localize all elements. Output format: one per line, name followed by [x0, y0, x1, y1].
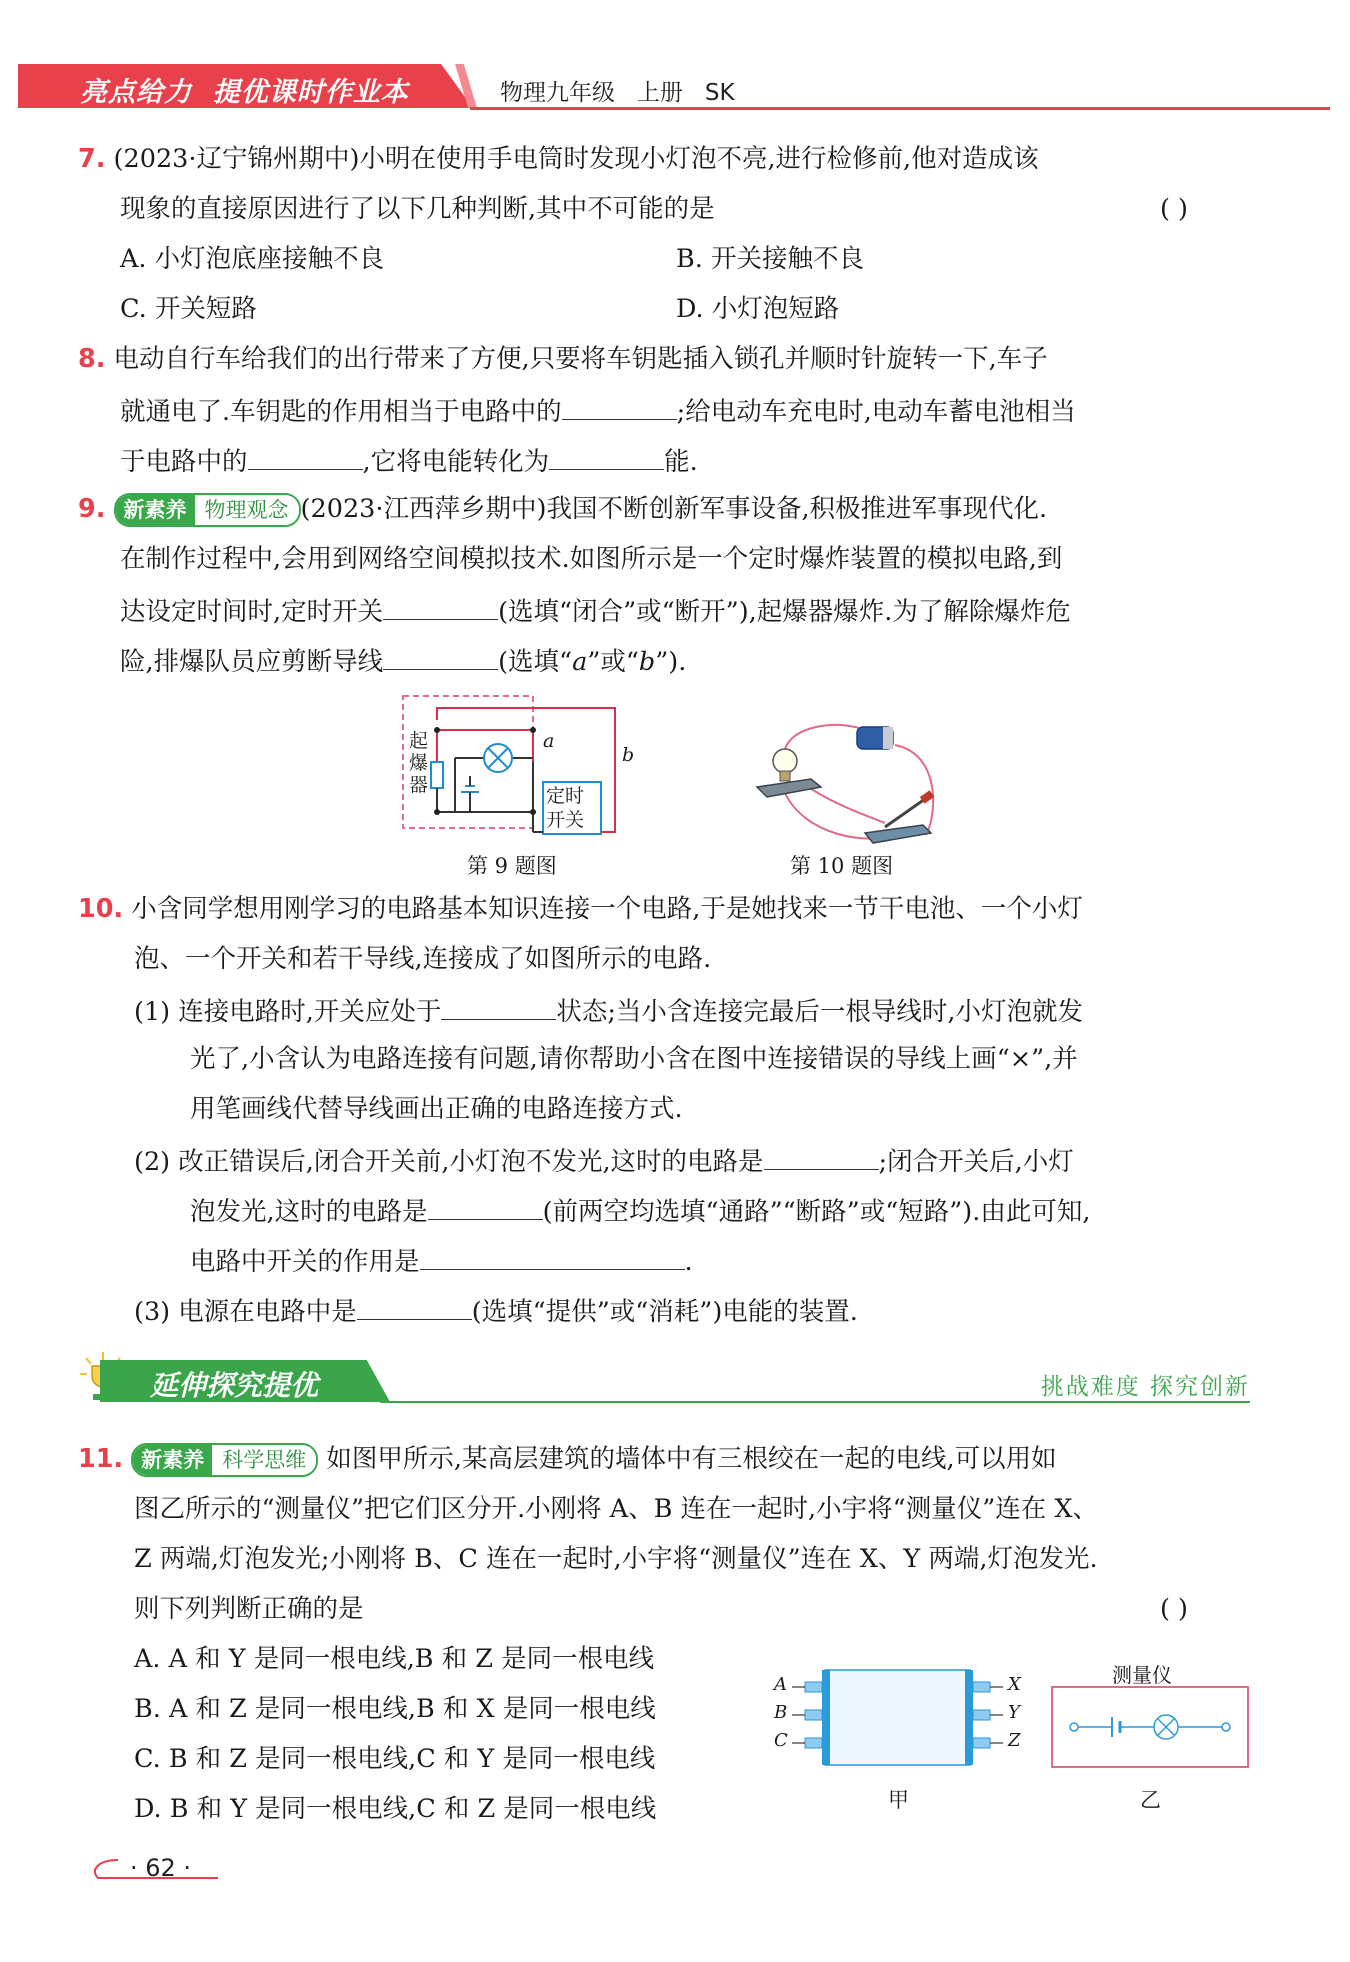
q8-blank-2[interactable] — [248, 443, 363, 470]
q9-text3a: 达设定时间时,定时开关 — [120, 597, 384, 627]
fig11-caption-yi: 乙 — [1140, 1788, 1161, 1812]
q11-text1: 如图甲所示,某高层建筑的墙体中有三根绞在一起的电线,可以用如 — [326, 1444, 1057, 1474]
fig10-bulb-icon — [773, 749, 797, 773]
q7-option-c: C. 开关短路 — [120, 294, 257, 324]
fig9-label-a: a — [543, 730, 555, 752]
subject-title: 物理九年级 上册 SK — [500, 80, 735, 106]
section-title: 延伸探究提优 — [150, 1369, 319, 1402]
q11-option-a: A. A 和 Y 是同一根电线,B 和 Z 是同一根电线 — [134, 1644, 655, 1674]
fig9-detonator-label: 起爆器 — [409, 730, 429, 796]
q8-number: 8. — [78, 344, 106, 374]
q8-text3c: 能. — [664, 447, 698, 477]
q7-line1 — [78, 143, 1039, 175]
q9-text3b: (选填“闭合”或“断开”),起爆器爆炸.为了解除爆炸危 — [498, 597, 1071, 627]
q8-text2b: ;给电动车充电时,电动车蓄电池相当 — [676, 397, 1076, 427]
q10-blank-4[interactable] — [420, 1243, 685, 1270]
fig11-label-c: C — [774, 1730, 788, 1751]
q9-line4 — [120, 643, 686, 678]
fig9-timer-label-2: 开关 — [546, 809, 585, 831]
fig10-lamp-base-icon — [757, 779, 821, 797]
q10-p1b: 状态;当小含连接完最后一根导线时,小灯泡就发 — [556, 997, 1084, 1027]
q11-option-c: C. B 和 Z 是同一根电线,C 和 Y 是同一根电线 — [134, 1744, 656, 1774]
q11-line3: Z 两端,灯泡发光;小刚将 B、C 连在一起时,小宇将“测量仪”连在 X、Y 两端,灯泡发光. — [134, 1544, 1098, 1574]
fig9-caption: 第 9 题图 — [467, 854, 557, 878]
q9-text4a: 险,排爆队员应剪断导线 — [120, 647, 384, 677]
q10-part1-line3: 用笔画线代替导线画出正确的电路连接方式. — [190, 1094, 683, 1124]
q10-p3a: (3) 电源在电路中是 — [134, 1297, 357, 1327]
fig11-label-z: Z — [1008, 1730, 1021, 1751]
q10-number: 10. — [78, 894, 124, 924]
q10-blank-3[interactable] — [428, 1193, 543, 1220]
page-number: · 62 · — [130, 1854, 192, 1882]
q11-answer-paren: ( ) — [1160, 1594, 1189, 1624]
q10-p2a: (2) 改正错误后,闭合开关前,小灯泡不发光,这时的电路是 — [134, 1147, 764, 1177]
q10-p2e: 电路中开关的作用是 — [190, 1247, 420, 1277]
q10-part2-line3 — [190, 1243, 693, 1278]
fig9-label-b: b — [622, 744, 635, 766]
q8-blank-3[interactable] — [549, 443, 664, 470]
fig10-circuit-illustration — [745, 715, 945, 845]
q11-number: 11. — [78, 1444, 124, 1474]
q10-blank-2[interactable] — [764, 1143, 879, 1170]
fig11-label-x: X — [1008, 1674, 1021, 1695]
q10-p1a: (1) 连接电路时,开关应处于 — [134, 997, 442, 1027]
q9-blank-1[interactable] — [383, 593, 498, 620]
q7-answer-paren: ( ) — [1160, 194, 1189, 224]
q10-p2b: ;闭合开关后,小灯 — [878, 1147, 1074, 1177]
fig11-caption-jia: 甲 — [888, 1788, 909, 1812]
q8-text1: 电动自行车给我们的出行带来了方便,只要将车钥匙插入锁孔并顺时针旋转一下,车子 — [113, 344, 1048, 374]
q7-option-d: D. 小灯泡短路 — [676, 294, 840, 324]
q10-blank-1[interactable] — [441, 993, 556, 1020]
q9-badge — [114, 493, 301, 527]
section-rule — [380, 1401, 1250, 1403]
q9-number: 9. — [78, 494, 106, 524]
q9-text4c: ”或“ — [587, 647, 639, 677]
q10-p2c: 泡发光,这时的电路是 — [190, 1197, 428, 1227]
fig10-switch-icon — [865, 825, 931, 843]
q9-text4d: ”). — [655, 647, 687, 677]
q7-number: 7. — [78, 144, 106, 174]
q10-part1-line1 — [134, 993, 1083, 1028]
q10-part2-line1 — [134, 1143, 1074, 1178]
fig11-wall-diagram — [770, 1660, 1040, 1775]
q9-line1 — [78, 493, 1047, 527]
q9-text1: (2023·江西萍乡期中)我国不断创新军事设备,积极推进军事现代化. — [300, 494, 1048, 524]
badge-category: 物理观念 — [195, 495, 299, 525]
q10-line1 — [78, 893, 1083, 925]
q8-text3a: 于电路中的 — [120, 447, 248, 477]
q9-blank-2[interactable] — [383, 643, 498, 670]
q11-line1 — [78, 1443, 1057, 1477]
q10-part1-line2: 光了,小含认为电路连接有问题,请你帮助小含在图中连接错误的导线上画“×”,并 — [190, 1044, 1078, 1074]
fig11-label-a: A — [774, 1674, 787, 1695]
q11-line2: 图乙所示的“测量仪”把它们区分开.小刚将 A、B 连在一起时,小宇将“测量仪”连在 X、 — [134, 1494, 1098, 1524]
q10-p2d: (前两空均选填“通路”“断路”或“短路”).由此可知, — [542, 1197, 1091, 1227]
fig9-circuit-diagram — [395, 690, 635, 845]
badge-category: 科学思维 — [212, 1445, 316, 1475]
q8-blank-1[interactable] — [562, 393, 677, 420]
q9-line2: 在制作过程中,会用到网络空间模拟技术.如图所示是一个定时爆炸装置的模拟电路,到 — [120, 544, 1063, 574]
q10-blank-5[interactable] — [357, 1293, 472, 1320]
q11-option-b: B. A 和 Z 是同一根电线,B 和 X 是同一根电线 — [134, 1694, 656, 1724]
q8-line2 — [120, 393, 1076, 428]
q11-badge — [131, 1443, 318, 1477]
brand-title: 亮点给力 提优课时作业本 — [80, 77, 409, 108]
q10-p2f: . — [684, 1247, 693, 1277]
badge-label: 新素养 — [133, 1445, 212, 1475]
q9-text4b: (选填“ — [498, 647, 573, 677]
q7-text1: (2023·辽宁锦州期中)小明在使用手电筒时发现小灯泡不亮,进行检修前,他对造成该 — [113, 144, 1039, 174]
q9-var-a: a — [572, 647, 588, 677]
q11-option-d: D. B 和 Y 是同一根电线,C 和 Z 是同一根电线 — [134, 1794, 657, 1824]
q8-line1 — [78, 343, 1048, 375]
q10-part3 — [134, 1293, 858, 1328]
q7-option-b: B. 开关接触不良 — [676, 244, 864, 274]
header-rule — [470, 107, 1330, 110]
badge-label: 新素养 — [116, 495, 195, 525]
fig9-timer-label-1: 定时 — [546, 785, 585, 807]
q10-text1: 小含同学想用刚学习的电路基本知识连接一个电路,于是她找来一节干电池、一个小灯 — [131, 894, 1083, 924]
q11-line4: 则下列判断正确的是 — [134, 1594, 364, 1624]
q10-line2: 泡、一个开关和若干导线,连接成了如图所示的电路. — [134, 944, 712, 974]
fig11-label-y: Y — [1008, 1702, 1020, 1723]
q8-text3b: ,它将电能转化为 — [362, 447, 550, 477]
q7-option-a: A. 小灯泡底座接触不良 — [120, 244, 385, 274]
q7-line2: 现象的直接原因进行了以下几种判断,其中不可能的是 — [120, 194, 715, 224]
fig11-label-b: B — [774, 1702, 788, 1723]
q8-text2a: 就通电了.车钥匙的作用相当于电路中的 — [120, 397, 562, 427]
q8-line3 — [120, 443, 698, 478]
q9-var-b: b — [638, 647, 656, 677]
fig11-meter-title: 测量仪 — [1112, 1663, 1172, 1687]
fig9-detonator-symbol — [431, 762, 443, 788]
q10-part2-line2 — [190, 1193, 1090, 1228]
section-tagline: 挑战难度 探究创新 — [1040, 1374, 1250, 1400]
q10-p3b: (选填“提供”或“消耗”)电能的装置. — [471, 1297, 858, 1327]
fig10-caption: 第 10 题图 — [790, 854, 894, 878]
fig11-meter-diagram — [1050, 1685, 1252, 1771]
q9-line3 — [120, 593, 1071, 628]
